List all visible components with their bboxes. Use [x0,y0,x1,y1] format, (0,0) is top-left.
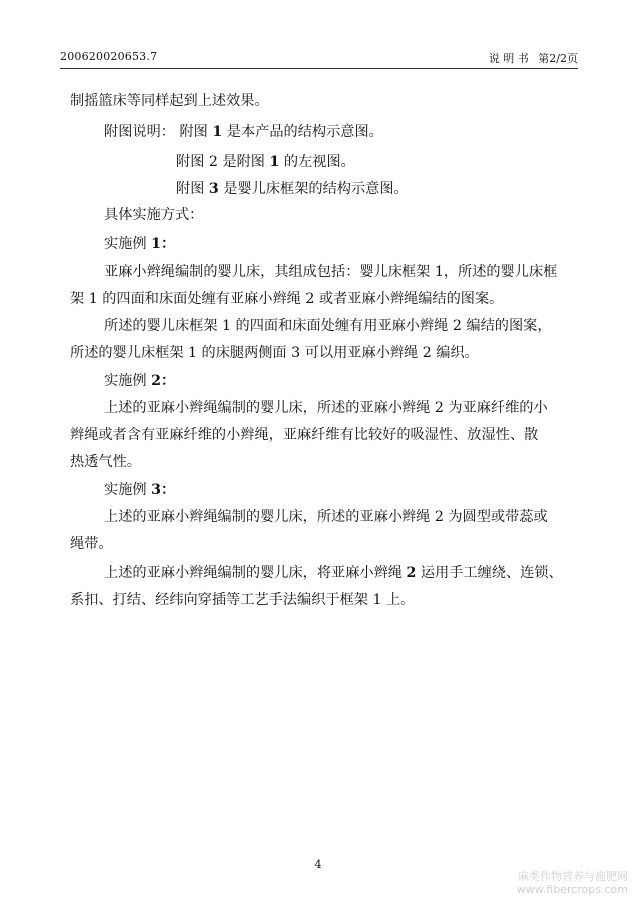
figure-description-2 [176,153,355,171]
text: 实施例 [104,236,147,252]
text: 绳带。 [70,536,113,552]
text: 架 1 的四面和床面处缠有亚麻小辫绳 2 或者亚麻小辫绳编结的图案。 [70,291,504,307]
body-line [70,535,113,553]
text: 是本产品的结构示意图。 [226,124,383,140]
text: 附图 2 是附图 [176,154,265,170]
figure-intro-label: 附图说明： [104,124,175,140]
body-line [70,92,269,110]
text: 附图 [179,124,208,140]
text: 附图 [176,181,205,197]
text: 上述的亚麻小辫绳编制的婴儿床，所述的亚麻小辫绳 2 为亚麻纤维的小 [104,400,548,416]
body-line [104,263,557,281]
example-number: 1： [151,236,176,252]
body-line [70,591,414,609]
body-line [104,317,552,335]
patent-number: 200620020653.7 [60,50,158,63]
example-3-heading [104,481,175,499]
watermark [517,870,628,896]
body-line [104,399,548,417]
figure-description-3 [176,180,408,198]
watermark-url: www.fibercrops.com [516,883,628,896]
page-info: 第2/2页 [538,52,578,65]
body-line [70,344,479,362]
text: 上述的亚麻小辫绳编制的婴儿床，所述的亚麻小辫绳 2 为圆型或带蕊或 [104,509,548,525]
text: 制摇篮床等同样起到上述效果。 [70,93,269,109]
document-type: 说 明 书 [488,52,529,65]
text: 具体实施方式： [104,207,204,223]
body-line [70,290,503,308]
text: 运用手工缠绕、连锁、 [420,565,563,581]
text: 的左视图。 [283,154,355,170]
section-heading [104,206,203,224]
example-number: 2： [151,373,176,389]
text: 实施例 [104,373,147,389]
figure-number: 1 [212,124,223,140]
example-number: 3： [151,482,176,498]
page-header [60,50,578,66]
text: 实施例 [104,482,147,498]
figure-number: 1 [269,154,280,170]
body-line [70,426,538,444]
header-divider [60,68,578,69]
text: 热透气性。 [70,454,141,470]
body-line [104,564,563,582]
text: 所述的婴儿床框架 1 的床腿两侧面 3 可以用亚麻小辫绳 2 编织。 [70,345,479,361]
reference-number: 2 [406,565,417,581]
text: 上述的亚麻小辫绳编制的婴儿床，将亚麻小辫绳 [104,565,402,581]
figure-number: 3 [208,181,219,197]
text: 是婴儿床框架的结构示意图。 [223,181,408,197]
page-number: 4 [314,858,322,871]
text: 系扣、打结、经纬向穿插等工艺手法编织于框架 1 上。 [70,592,415,608]
watermark-site-name: 麻类作物营养与施肥网 [518,870,628,883]
figure-description-1 [104,123,383,141]
text: 辫绳或者含有亚麻纤维的小辫绳，亚麻纤维有比较好的吸湿性、放湿性、散 [70,427,539,443]
example-2-heading [104,372,175,390]
example-1-heading [104,235,175,253]
body-line [104,508,548,526]
text: 亚麻小辫绳编制的婴儿床，其组成包括：婴儿床框架 1，所述的婴儿床框 [104,264,558,280]
text: 所述的婴儿床框架 1 的四面和床面处缠有用亚麻小辫绳 2 编结的图案， [104,318,552,334]
body-line [70,453,141,471]
header-right [483,50,578,66]
